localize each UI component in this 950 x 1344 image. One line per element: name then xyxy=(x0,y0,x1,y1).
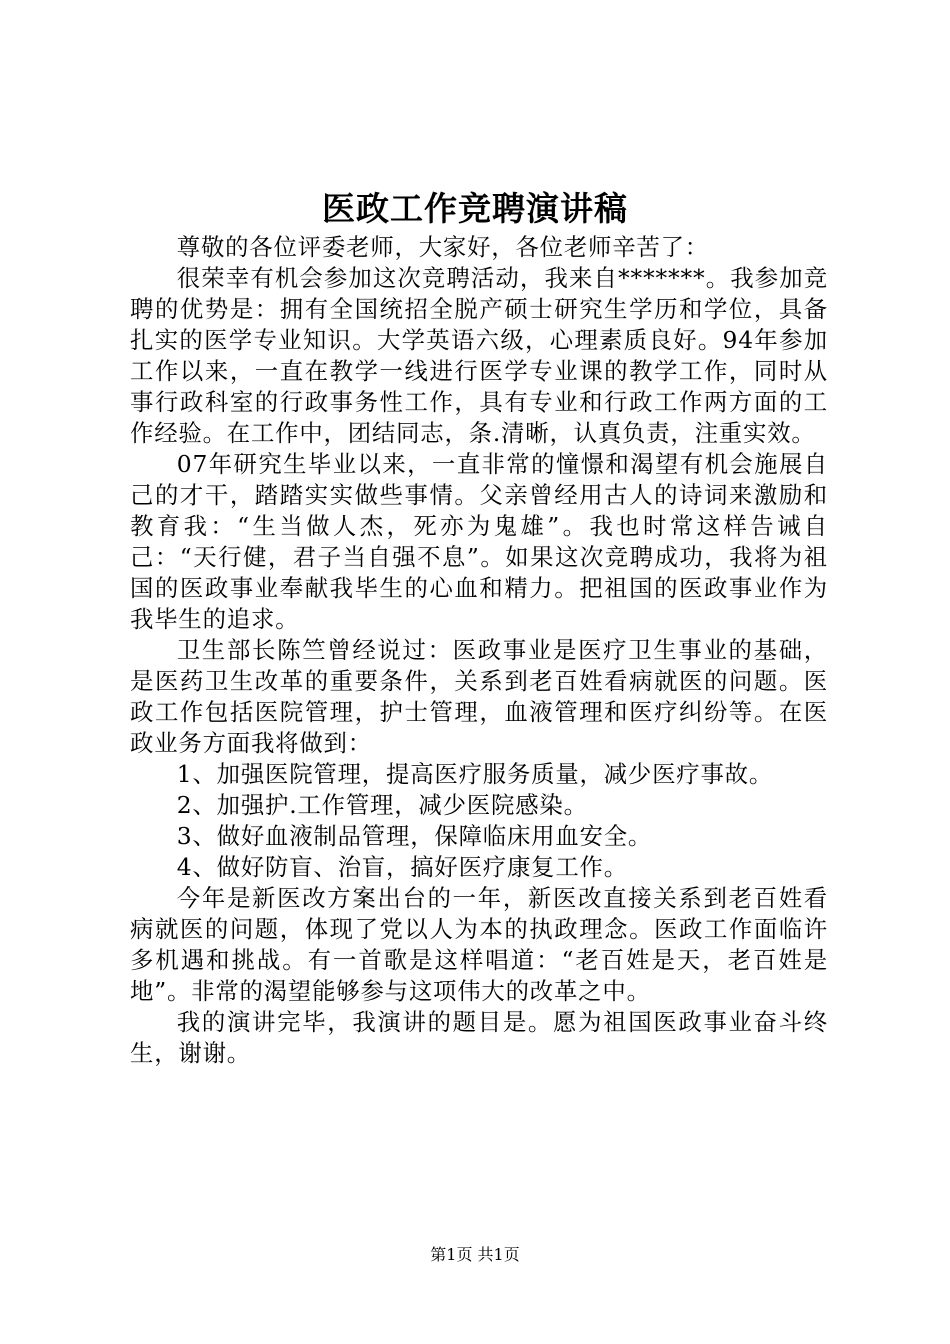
paragraph-aspiration: 07年研究生毕业以来，一直非常的憧憬和渴望有机会施展自己的才干，踏踏实实做些事情。父亲曾经用古人的诗词来激励和教育我：“生当做人杰，死亦为鬼雄”。我也时常这样告诫自己：“天行健，君子当自强不息”。如果这次竞聘成功，我将为祖国的医政事业奉献我毕生的心血和精力。把祖国的医政事业作为我毕生的追求。 xyxy=(130,450,828,633)
paragraph-plan-item-1: 1、加强医院管理，提高医疗服务质量，减少医疗事故。 xyxy=(176,760,774,788)
document-title: 医政工作竞聘演讲稿 xyxy=(322,189,628,228)
paragraph-closing: 我的演讲完毕，我演讲的题目是。愿为祖国医政事业奋斗终生，谢谢。 xyxy=(130,1008,828,1067)
paragraph-greeting: 尊敬的各位评委老师，大家好，各位老师辛苦了： xyxy=(176,233,709,261)
paragraph-plan-item-4: 4、做好防盲、治盲，搞好医疗康复工作。 xyxy=(176,853,628,881)
page-number-footer: 第1页 共1页 xyxy=(430,1245,520,1264)
paragraph-plan-item-2: 2、加强护.工作管理，减少医院感染。 xyxy=(176,791,588,819)
paragraph-introduction: 很荣幸有机会参加这次竞聘活动，我来自*******。我参加竞聘的优势是：拥有全国统招全脱产硕士研究生学历和学位，具备扎实的医学专业知识。大学英语六级，心理素质良好。94年参加工作以来，一直在教学一线进行医学专业课的教学工作，同时从事行政科室的行政事务性工作，具有专业和行政工作两方面的工作经验。在工作中，团结同志，条.清晰，认真负责，注重实效。 xyxy=(130,264,828,447)
paragraph-plan-intro: 卫生部长陈竺曾经说过：医政事业是医疗卫生事业的基础，是医药卫生改革的重要条件，关系到老百姓看病就医的问题。医政工作包括医院管理，护士管理，血液管理和医疗纠纷等。在医政业务方面我将做到： xyxy=(130,636,828,757)
paragraph-reform: 今年是新医改方案出台的一年，新医改直接关系到老百姓看病就医的问题，体现了党以人为本的执政理念。医政工作面临许多机遇和挑战。有一首歌是这样唱道：“老百姓是天，老百姓是地”。非常的渴望能够参与这项伟大的改革之中。 xyxy=(130,884,828,1005)
document-body xyxy=(130,232,828,1069)
paragraph-plan-item-3: 3、做好血液制品管理，保障临床用血安全。 xyxy=(176,822,653,850)
